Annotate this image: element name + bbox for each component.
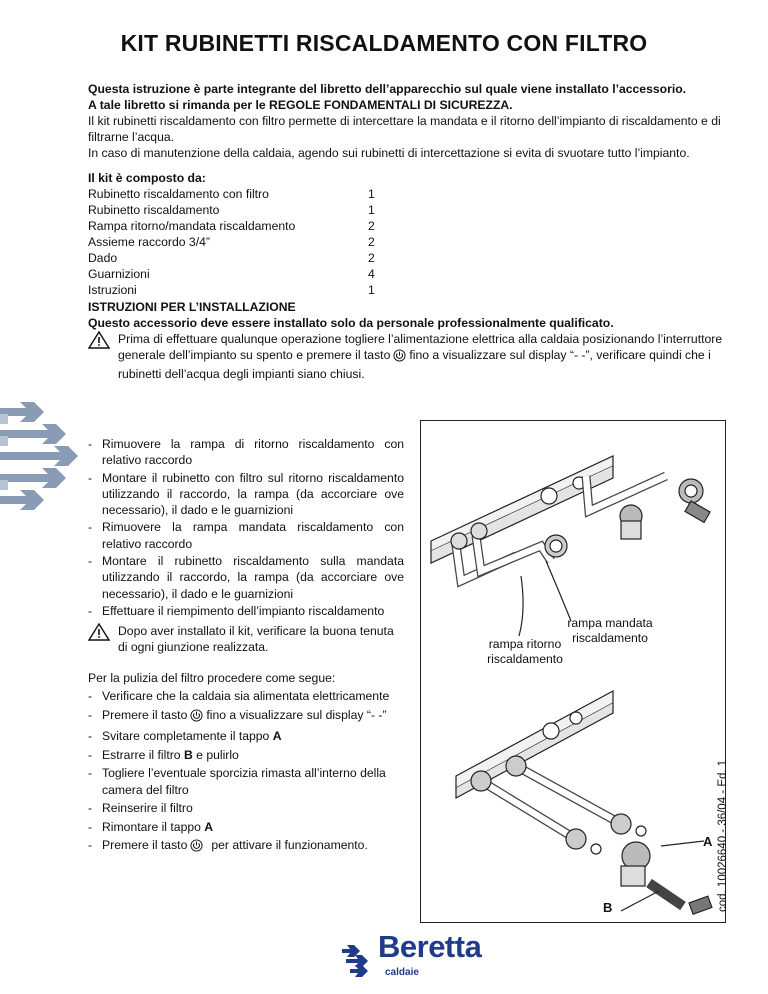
intro-bold-2: A tale libretto si rimanda per le REGOLE FONDAMENTALI DI SICUREZZA. <box>88 98 513 112</box>
part-label: B <box>183 747 193 762</box>
kit-item-name: Dado <box>88 251 118 265</box>
clean-step-text: Rimontare il tappo <box>102 819 201 834</box>
label-flow-line-2: riscaldamento <box>572 631 648 645</box>
kit-item-qty: 2 <box>368 251 375 265</box>
clean-step-text: Premere il tasto <box>102 707 188 722</box>
kit-item-qty: 4 <box>368 267 375 281</box>
list-item: - Estrarre il filtro B e pulirlo <box>88 747 239 762</box>
seal-warning <box>88 623 404 656</box>
kit-row <box>88 202 388 218</box>
step-text: Montare il rubinetto con filtro sul ritorno riscaldamento utilizzando il raccordo, la rampa (da accorciare ove necessario), il dado e le guarnizioni <box>102 470 404 518</box>
cleaning-intro: Per la pulizia del filtro procedere come segue: <box>88 671 336 685</box>
figure-drawing <box>421 421 725 922</box>
kit-item-qty: 2 <box>368 235 375 249</box>
clean-step-text: Svitare completamente il tappo <box>102 729 270 744</box>
kit-heading: Il kit è composto da: <box>88 171 206 185</box>
clean-step-text: fino a visualizzare sul display “- -” <box>206 707 387 722</box>
power-icon <box>393 349 406 366</box>
kit-row <box>88 218 388 234</box>
kit-item-qty: 1 <box>368 187 375 201</box>
installation-steps <box>88 436 404 620</box>
clean-step-text: Togliere l’eventuale sporcizia rimasta all’interno della camera del filtro <box>102 766 386 797</box>
clean-step-text: e pulirlo <box>196 747 239 762</box>
logo-sub: caldaie <box>385 967 419 978</box>
decorative-chevrons <box>0 400 80 520</box>
warning-icon <box>88 331 118 382</box>
part-label: A <box>272 729 282 744</box>
list-item: - Svitare completamente il tappo A <box>88 729 282 744</box>
list-item: - Montare il rubinetto con filtro sul ritorno riscaldamento utilizzando il raccordo, la rampa (da accorciare ove necessario), il dado e le guarnizioni <box>88 470 404 518</box>
list-item: - Montare il rubinetto riscaldamento sulla mandata utilizzando il raccordo, la rampa (da accorciare ove necessario), il dado e le guarnizioni <box>88 554 404 601</box>
kit-item-qty: 1 <box>368 203 375 217</box>
page-title: KIT RUBINETTI RISCALDAMENTO CON FILTRO <box>120 30 648 56</box>
kit-row <box>88 266 388 282</box>
clean-step-text: per attivare il funzionamento. <box>211 837 368 852</box>
intro-paragraph-2: In caso di manutenzione della caldaia, agendo sui rubinetti di intercettazione si evita di svuotare tutto l’impianto. <box>88 146 690 160</box>
intro-bold-1: Questa istruzione è parte integrante del libretto dell’apparecchio sul quale viene installato l’accessorio. <box>88 82 687 96</box>
kit-item-name: Rubinetto riscaldamento <box>88 203 220 217</box>
installation-section <box>88 299 748 382</box>
warning-text-b: fino a visualizzare sul display “- -”, verificare quindi che i rubinetti dell’acqua degli impianti siano chiusi. <box>118 348 711 381</box>
kit-row <box>88 186 388 202</box>
part-label-a: A <box>703 834 713 849</box>
kit-item-name: Guarnizioni <box>88 267 150 281</box>
step-text: Effettuare il riempimento dell’impianto riscaldamento <box>102 603 385 618</box>
list-item: - Rimuovere la rampa di ritorno riscaldamento con relativo raccordo <box>88 437 404 468</box>
clean-step-text: Estrarre il filtro <box>102 747 181 762</box>
list-item: - Rimuovere la rampa mandata riscaldamento con relativo raccordo <box>88 520 404 551</box>
list-item: - Premere il tasto fino a visualizzare sul display “- -” <box>88 707 404 726</box>
safety-warning <box>88 331 748 382</box>
step-text: Rimuovere la rampa mandata riscaldamento con relativo raccordo <box>102 520 404 551</box>
power-icon <box>190 839 203 856</box>
cleaning-section <box>88 670 404 858</box>
kit-row <box>88 250 388 266</box>
installation-subheading: Questo accessorio deve essere installato solo da personale professionalmente qualificato. <box>88 316 614 330</box>
installation-figure <box>420 420 726 923</box>
list-item: - Premere il tasto per attivare il funzionamento. <box>88 837 404 856</box>
label-flow-line-1: rampa mandata <box>567 616 653 630</box>
step-text: Rimuovere la rampa di ritorno riscaldamento con relativo raccordo <box>102 437 404 468</box>
beretta-logo <box>340 929 490 989</box>
logo-brand: Beretta <box>378 929 482 964</box>
intro-paragraph-1: Il kit rubinetti riscaldamento con filtro permette di intercettare la mandata e il ritorno dell’impianto di riscaldamento e di filtrarne l’acqua. <box>88 114 721 144</box>
clean-step-text: Reinserire il filtro <box>102 801 193 816</box>
installation-heading: ISTRUZIONI PER L’INSTALLAZIONE <box>88 300 296 314</box>
warning-text-a: Prima di effettuare qualunque operazione togliere l’alimentazione elettrica alla caldaia posizionando l’interruttore generale dell’impianto su spento e premere il tasto <box>118 332 723 362</box>
kit-item-qty: 2 <box>368 219 375 233</box>
part-label-b: B <box>603 900 613 915</box>
label-flow-ramp <box>555 616 665 646</box>
kit-item-name: Rampa ritorno/mandata riscaldamento <box>88 219 296 233</box>
label-return-line-2: riscaldamento <box>487 652 563 666</box>
part-label: A <box>204 819 214 834</box>
intro-section <box>88 81 748 161</box>
kit-item-qty: 1 <box>368 283 375 297</box>
step-text: Montare il rubinetto riscaldamento sulla mandata utilizzando il raccordo, la rampa (da accorciare ove necessario), il dado e le guarnizioni <box>102 554 404 601</box>
list-item: - Reinserire il filtro <box>88 800 404 816</box>
list-item: - Verificare che la caldaia sia alimentata elettricamente <box>88 688 404 704</box>
clean-step-text: Premere il tasto <box>102 837 188 852</box>
warning-icon <box>88 623 118 656</box>
document-code: cod. 10026640 - 36/04 - Ed. 1 <box>717 759 729 912</box>
kit-item-name: Assieme raccordo 3/4” <box>88 235 210 249</box>
power-icon <box>190 709 203 726</box>
seal-warning-text: Dopo aver installato il kit, verificare la buona tenuta di ogni giunzione realizzata. <box>118 624 394 655</box>
list-item: - Togliere l’eventuale sporcizia rimasta all’interno della camera del filtro <box>88 765 404 798</box>
kit-row <box>88 234 388 250</box>
kit-item-name: Istruzioni <box>88 283 137 297</box>
kit-row <box>88 282 388 298</box>
clean-step-text: Verificare che la caldaia sia alimentata elettricamente <box>102 689 390 704</box>
label-return-line-1: rampa ritorno <box>488 637 562 651</box>
list-item: - Effettuare il riempimento dell’impianto riscaldamento <box>88 603 404 619</box>
list-item: - Rimontare il tappo A <box>88 819 214 834</box>
kit-contents <box>88 170 388 298</box>
kit-item-name: Rubinetto riscaldamento con filtro <box>88 187 269 201</box>
